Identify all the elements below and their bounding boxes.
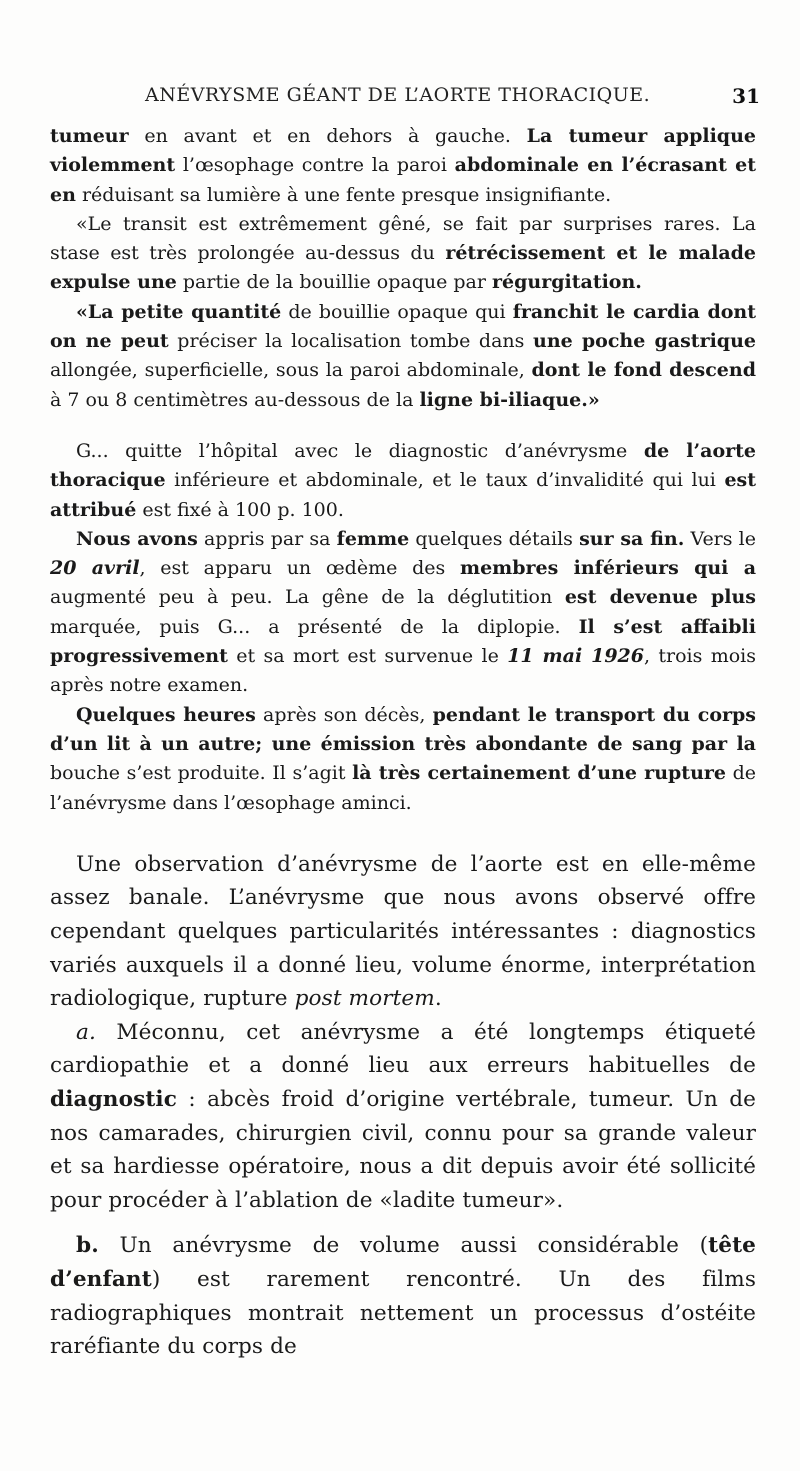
paragraph-9 <box>50 1229 756 1363</box>
paragraph-8 <box>50 1016 756 1218</box>
date-text: 20 avril <box>50 557 140 580</box>
text-run: Un anévrysme de volume aussi considérable ( <box>98 1233 709 1259</box>
text-run: préciser la localisation tombe dans <box>168 330 534 353</box>
text-run: l’œsophage contre la paroi <box>175 154 455 177</box>
text-run: G... quitte l’hôpital avec le diagnostic d’anévrysme <box>76 439 644 462</box>
text-run: , est apparu un œdème des <box>139 557 460 580</box>
text-bold: Il s’est affaibli progressivement <box>50 615 756 668</box>
text-run: allongée, superficielle, sous la paroi abdominale, <box>50 359 532 382</box>
text-bold: rétrécissement et le malade expulse une <box>50 242 756 294</box>
text-bold: de l’aorte thoracique <box>50 439 756 492</box>
text-bold: tumeur <box>50 125 129 147</box>
paragraph-5 <box>50 525 756 701</box>
text-bold: abdominale en l’écrasant et en <box>50 154 757 206</box>
body-text <box>50 122 756 1364</box>
text-bold: pendant le transport du corps d’un lit à un autre; une émission très abondante de sang par la <box>50 703 757 755</box>
date-text: 11 mai 1926 <box>507 645 644 668</box>
text-run: est fixé à 100 p. 100. <box>136 498 344 521</box>
text-run: Une observation d’anévrysme de l’aorte est en elle-même assez banale. L’anévrysme que nous avons observé offre cependant quelques particularités intéressantes : diagnostics variés auxquels il a donné lieu, volume énorme, interprétation radiologique, rupture <box>50 851 756 1012</box>
text-run: bouche s’est produite. Il s’agit <box>50 762 353 785</box>
paragraph-3 <box>50 298 756 415</box>
paragraph-1 <box>50 122 756 210</box>
text-bold: ligne bi-iliaque.» <box>419 388 600 411</box>
text-run: «Le transit est extrêmement gêné, se fait par surprises rares. La stase est très prolongée au-dessus du <box>50 212 756 265</box>
text-run: Méconnu, cet anévrysme a été longtemps étiqueté cardiopathie et a donné lieu aux erreurs habituelles de <box>50 1019 756 1079</box>
running-head <box>50 84 760 114</box>
text-bold: sur sa fin. <box>579 527 685 550</box>
text-run: de l’anévrysme dans l’œsophage aminci. <box>50 762 756 814</box>
text-bold: b. <box>76 1233 99 1259</box>
text-run: et sa mort est survenue le <box>227 645 508 668</box>
text-run: en avant et en dehors à gauche. <box>128 125 527 147</box>
text-run: inférieure et abdominale, et le taux d’invalidité qui lui <box>165 469 725 492</box>
text-run: de bouillie opaque qui <box>281 300 513 323</box>
text-bold: est attribué <box>50 469 756 521</box>
text-bold: diagnostic <box>50 1086 177 1112</box>
text-run: ) est rarement rencontré. Un des films radiographiques montrait nettement un processus d’ostéite raréfiante du corps de <box>50 1266 756 1360</box>
text-bold: Quelques heures <box>76 703 256 726</box>
running-title: ANÉVRYSME GÉANT DE L’AORTE THORACIQUE. <box>145 84 651 106</box>
section-spacer <box>50 415 756 437</box>
section-spacer <box>50 1217 756 1229</box>
text-italic: post mortem <box>294 986 435 1012</box>
paragraph-2 <box>50 210 756 298</box>
text-bold: La tumeur applique violemment <box>50 125 756 177</box>
text-run: après son décès, <box>255 703 433 726</box>
text-bold: «La petite quantité <box>76 300 282 323</box>
text-run: à 7 ou 8 centimètres au-dessous de la <box>50 388 420 411</box>
text-run: partie de la bouillie opaque par <box>176 271 493 294</box>
page-number: 31 <box>732 84 760 108</box>
text-bold: dont le fond descend <box>531 359 756 382</box>
text-bold: femme <box>336 527 410 550</box>
text-run: augmenté peu à peu. La gêne de la déglutition <box>50 586 565 609</box>
text-bold: là très certainement d’une rupture <box>352 762 726 785</box>
text-italic: a. <box>76 1019 96 1045</box>
paragraph-6 <box>50 701 756 818</box>
text-bold: franchit le cardia dont on ne peut <box>50 300 757 353</box>
text-bold: membres inférieurs qui a <box>459 557 757 580</box>
text-bold: régurgitation. <box>492 271 642 294</box>
text-run: : abcès froid d’origine vertébrale, tumeur. Un de nos camarades, chirurgien civil, connu pour sa grande valeur et sa hardiesse opératoire, nous a dit depuis avoir été sollicité pour procéder à l’ablation de «ladite tumeur». <box>50 1086 756 1213</box>
text-run: Vers le <box>684 527 756 550</box>
text-bold: est devenue plus <box>564 586 756 609</box>
text-run: , trois mois après notre examen. <box>50 645 757 697</box>
text-bold: tête d’enfant <box>50 1233 756 1292</box>
text-run: réduisant sa lumière à une fente presque insignifiante. <box>75 183 612 206</box>
paragraph-4 <box>50 437 756 525</box>
section-spacer <box>50 818 756 848</box>
text-run: appris par sa <box>197 527 337 550</box>
text-bold: Nous avons <box>76 527 198 550</box>
paragraph-7 <box>50 848 756 1016</box>
text-bold: une poche gastrique <box>533 330 756 353</box>
text-run: . <box>434 986 442 1012</box>
text-run: marquée, puis G... a présenté de la diplopie. <box>50 615 579 638</box>
text-run: quelques détails <box>409 527 580 550</box>
